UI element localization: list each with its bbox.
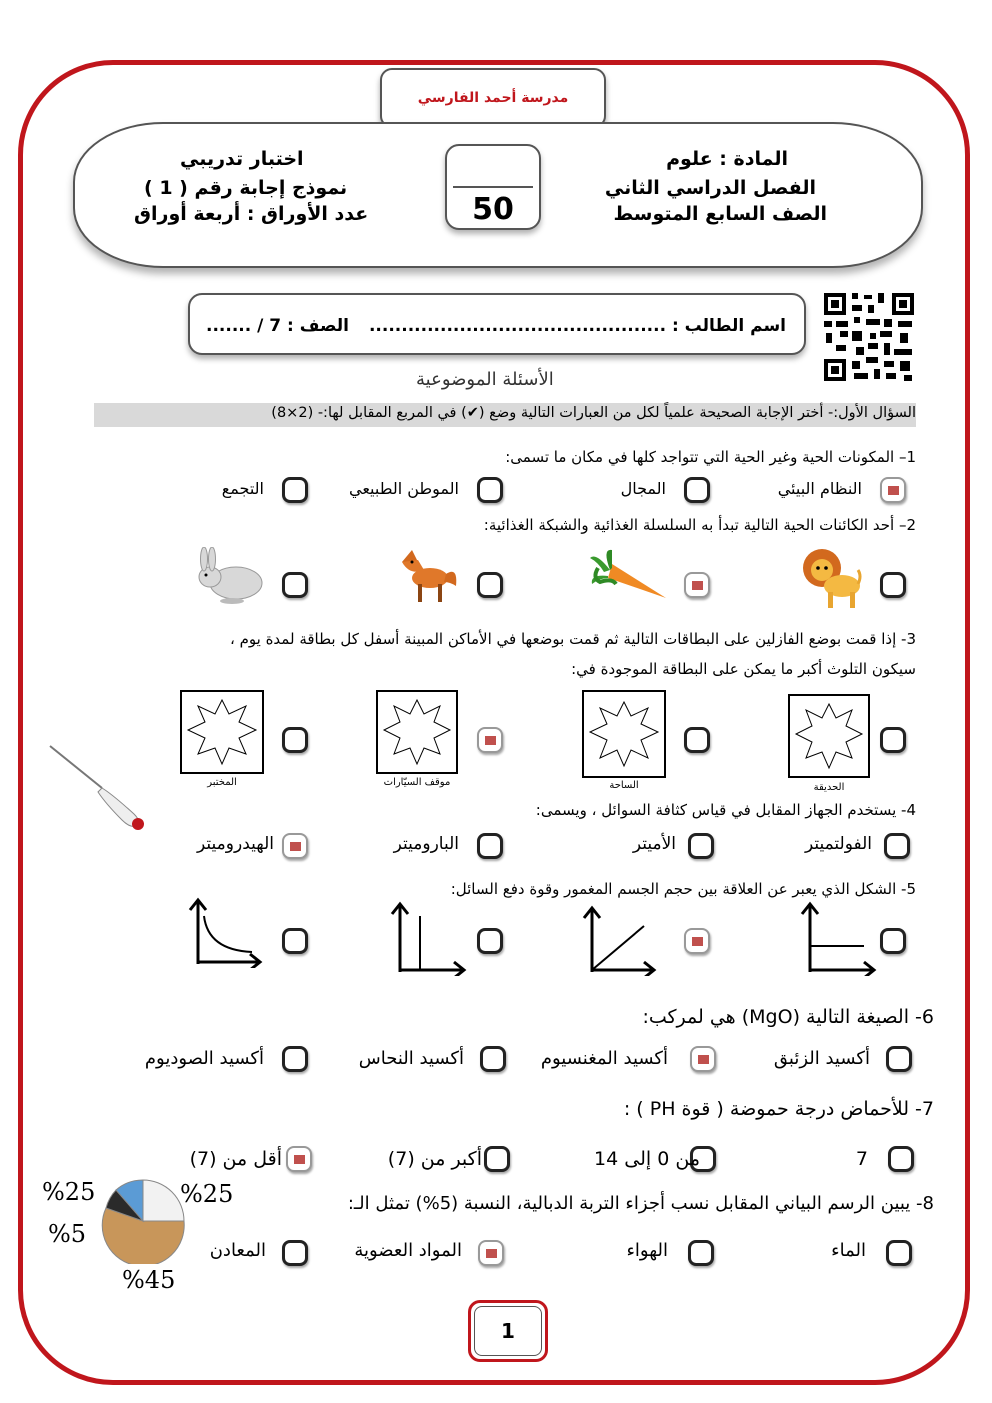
q4-option-2: الأميتر — [632, 834, 676, 854]
soil-pie-chart — [100, 1178, 186, 1264]
q6-checkbox-3[interactable] — [480, 1046, 506, 1072]
q6-checkbox-1[interactable] — [886, 1046, 912, 1072]
q4-checkbox-3[interactable] — [477, 833, 503, 859]
card-yard-label: الساحة — [609, 780, 639, 791]
q3-checkbox-4[interactable] — [282, 727, 308, 753]
q6-option-2: أكسيد المغنسيوم — [540, 1048, 668, 1069]
q5-checkbox-3[interactable] — [477, 928, 503, 954]
card-parking-label: موقف السيّارات — [383, 777, 451, 788]
q4-option-3: الباروميتر — [393, 834, 459, 854]
graph-linear-icon — [580, 904, 660, 976]
q8-option-2: الهواء — [626, 1240, 668, 1261]
section-title: الأسئلة الموضوعية — [416, 369, 554, 390]
q8-option-4: المعادن — [209, 1240, 266, 1261]
q3-text-2: سيكون التلوث أكبر ما يمكن على البطاقة الموجودة في: — [571, 660, 916, 678]
q5-checkbox-1[interactable] — [880, 928, 906, 954]
card-garden-label: الحديقة — [813, 782, 845, 793]
q7-checkbox-3[interactable] — [484, 1146, 510, 1172]
q3-checkbox-3[interactable] — [477, 727, 503, 753]
page-number: 1 — [474, 1306, 542, 1356]
q8-text: 8- يبين الرسم البياني المقابل نسب أجزاء التربة الدبالية، النسبة (5%) تمثل الـ: — [347, 1193, 934, 1214]
q4-checkbox-4[interactable] — [282, 833, 308, 859]
q4-option-1: الفولتميتر — [804, 834, 872, 854]
q1-checkbox-4[interactable] — [282, 477, 308, 503]
q4-text: 4- يستخدم الجهاز المقابل في قياس كثافة السوائل ، ويسمى: — [535, 801, 916, 819]
pie-label-organic: %5 — [48, 1220, 87, 1248]
qr-code-icon — [822, 291, 916, 383]
pie-label-water: %25 — [42, 1178, 96, 1206]
q1-option-2: المجال — [620, 479, 666, 498]
graph-vertical-icon — [388, 900, 468, 976]
lion-icon — [800, 546, 862, 610]
q4-checkbox-1[interactable] — [884, 833, 910, 859]
q1-option-4: التجمع — [221, 479, 264, 498]
q1-checkbox-3[interactable] — [477, 477, 503, 503]
answer-model: نموذج إجابة رقم ( 1 ) — [144, 177, 348, 199]
card-lab — [180, 690, 264, 774]
grade: الصف السابع المتوسط — [613, 203, 827, 225]
card-lab-label: المختبر — [207, 777, 237, 788]
q7-checkbox-1[interactable] — [888, 1146, 914, 1172]
question-header: السؤال الأول:- أختر الإجابة الصحيحة علمياً لكل من العبارات التالية وضع (✔) في المربع المقابل لها:- (2×8) — [271, 405, 916, 421]
q1-checkbox-1[interactable] — [880, 477, 906, 503]
q6-checkbox-2[interactable] — [690, 1046, 716, 1072]
q6-option-1: أكسيد الزئبق — [773, 1048, 870, 1069]
hydrometer-icon — [46, 742, 156, 834]
graph-decreasing-icon — [186, 896, 266, 968]
q2-checkbox-4[interactable] — [282, 572, 308, 598]
q7-checkbox-4[interactable] — [286, 1146, 312, 1172]
q6-text: 6- الصيغة التالية (MgO) هي لمركب: — [642, 1006, 934, 1028]
graph-constant-icon — [798, 900, 878, 976]
q3-text: 3- إذا قمت بوضع الفازلين على البطاقات التالية ثم قمت بوضعها في الأماكن المبينة أسفل كل بطاقة لمدة يوم ، — [229, 630, 916, 648]
q8-checkbox-1[interactable] — [886, 1240, 912, 1266]
q1-option-1: النظام البيئي — [777, 479, 862, 498]
q7-option-4: أقل من (7) — [189, 1148, 282, 1170]
q7-option-1: 7 — [855, 1148, 868, 1170]
q5-checkbox-2[interactable] — [684, 928, 710, 954]
q2-checkbox-2[interactable] — [684, 572, 710, 598]
q8-option-1: الماء — [831, 1240, 866, 1261]
q3-checkbox-1[interactable] — [880, 727, 906, 753]
q2-checkbox-1[interactable] — [880, 572, 906, 598]
card-yard — [582, 690, 666, 778]
page-number-box — [468, 1300, 548, 1362]
q8-checkbox-3[interactable] — [478, 1240, 504, 1266]
subject: المادة : علوم — [666, 148, 788, 170]
q8-checkbox-2[interactable] — [688, 1240, 714, 1266]
class-field[interactable]: الصف : 7 / ....... — [206, 316, 349, 336]
q2-checkbox-3[interactable] — [477, 572, 503, 598]
q4-checkbox-2[interactable] — [688, 833, 714, 859]
q7-option-3: أكبر من (7) — [387, 1148, 482, 1170]
exam-type: اختبار تدريبي — [180, 148, 304, 170]
q8-checkbox-4[interactable] — [282, 1240, 308, 1266]
pie-label-air: %25 — [180, 1180, 234, 1208]
pie-slice-air — [143, 1180, 184, 1221]
q6-option-4: أكسيد الصوديوم — [144, 1048, 264, 1069]
q5-checkbox-4[interactable] — [282, 928, 308, 954]
semester: الفصل الدراسي الثاني — [604, 177, 816, 199]
card-garden — [788, 694, 870, 778]
q7-text: 7- للأحماض درجة حموضة ( قوة PH ) : — [623, 1098, 934, 1120]
carrot-icon — [588, 548, 668, 602]
card-parking — [376, 690, 458, 774]
q2-text: 2– أحد الكائنات الحية التالية تبدأ به السلسلة الغذائية والشبكة الغذائية: — [483, 516, 916, 534]
q6-option-3: أكسيد النحاس — [358, 1048, 464, 1069]
q6-checkbox-4[interactable] — [282, 1046, 308, 1072]
q5-text: 5- الشكل الذي يعبر عن العلاقة بين حجم الجسم المغمور وقوة دفع السائل: — [450, 880, 916, 898]
q1-text: 1– المكونات الحية وغير الحية التي تتواجد كلها في مكان ما تسمى: — [505, 448, 916, 466]
q4-option-4: الهيدروميتر — [197, 834, 274, 854]
q1-option-3: الموطن الطبيعي — [349, 479, 459, 498]
rabbit-icon — [192, 547, 268, 607]
q3-checkbox-2[interactable] — [684, 727, 710, 753]
q7-option-2: من 0 إلى 14 — [594, 1148, 700, 1170]
pie-label-minerals: %45 — [122, 1266, 176, 1294]
total-score: 50 — [472, 192, 514, 227]
score-box — [445, 144, 541, 230]
pages-count: عدد الأوراق : أربعة أوراق — [134, 203, 369, 225]
school-name: مدرسة أحمد الفارسي — [380, 68, 606, 128]
fox-icon — [398, 548, 458, 606]
student-name-field[interactable]: اسم الطالب : .............................................. — [368, 316, 786, 336]
q8-option-3: المواد العضوية — [354, 1240, 462, 1261]
q1-checkbox-2[interactable] — [684, 477, 710, 503]
